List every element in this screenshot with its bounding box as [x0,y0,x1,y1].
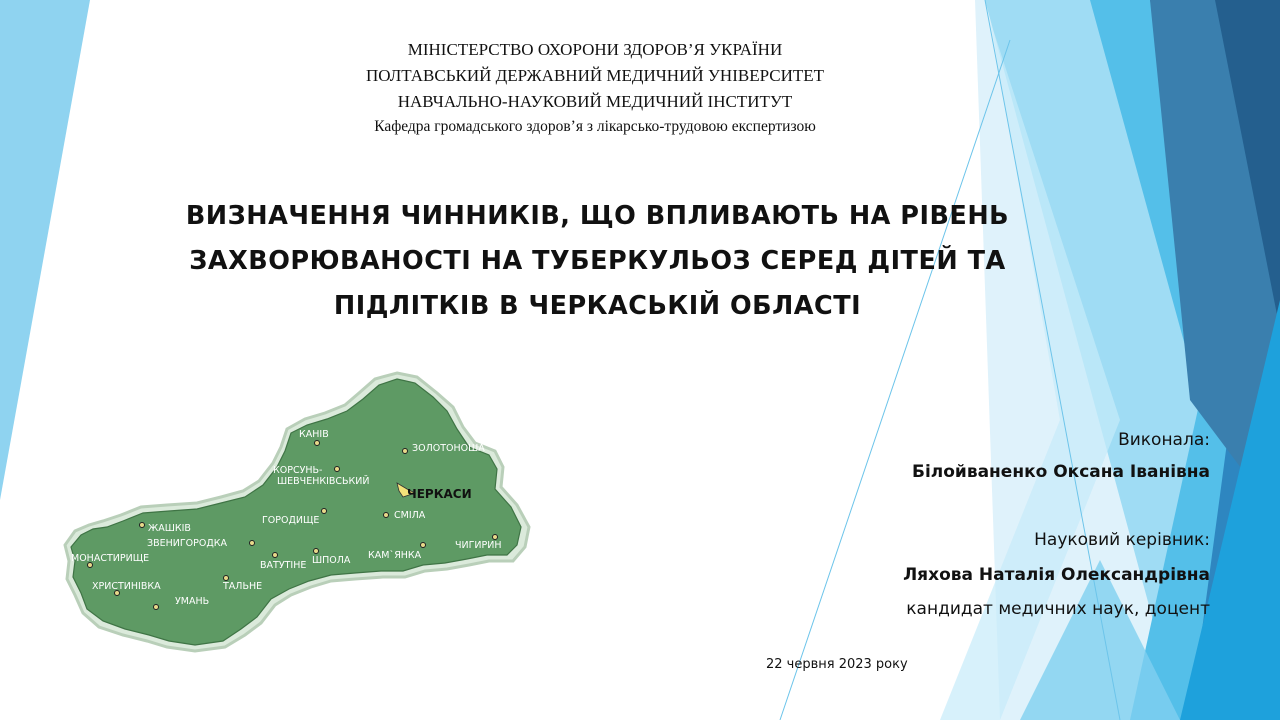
department-name: Кафедра громадського здоров’я з лікарсько-трудовою експертизою [374,118,816,135]
supervisor-label: Науковий керівник: [1034,530,1210,550]
city-label-zhashkiv: ЖАШКІВ [148,523,191,534]
vatutine-marker [273,553,278,558]
supervisor-name: Ляхова Наталія Олександрівна [903,565,1210,585]
city-label-horodyshche: ГОРОДИЩЕ [262,515,320,526]
city-label-monastyryshche: МОНАСТИРИЩЕ [71,553,150,564]
institute-name: НАВЧАЛЬНО-НАУКОВИЙ МЕДИЧНИЙ ІНСТИТУТ [397,92,793,111]
presentation-title [150,194,1045,329]
city-label-vatutine: ВАТУТІНЕ [260,560,307,571]
talne-marker [224,576,229,581]
city-label-talne: ТАЛЬНЕ [223,581,263,592]
kamianka-marker [421,543,426,548]
uman-marker [154,605,159,610]
university-name: ПОЛТАВСЬКИЙ ДЕРЖАВНИЙ МЕДИЧНИЙ УНІВЕРСИТЕТ [365,66,825,85]
zvenyhorodka-marker [250,541,255,546]
shpola-marker [314,549,319,554]
city-label-smila: СМІЛА [394,510,426,521]
supervisor-degree: кандидат медичних наук, доцент [906,599,1210,619]
kaniv-marker [315,441,320,446]
city-label-kaniv: КАНІВ [299,429,329,440]
horodyshche-marker [322,509,327,514]
chyhyryn-marker [493,535,498,540]
city-label-cherkasy: ЧЕРКАСИ [407,487,472,501]
city-label-zolotonosha: ЗОЛОТОНОША [412,443,485,454]
ministry-name: МІНІСТЕРСТВО ОХОРОНИ ЗДОРОВ’Я УКРАЇНИ [407,40,783,59]
city-label-kamianka: КАМ`ЯНКА [368,550,422,561]
zolotonosha-marker [403,449,408,454]
author-label: Виконала: [1118,430,1210,450]
city-label-shpola: ШПОЛА [312,555,351,566]
zhashkiv-marker [140,523,145,528]
presentation-date: 22 червня 2023 року [766,657,908,672]
city-label-khrystynivka: ХРИСТИНІВКА [92,581,161,592]
title-line-2: ЗАХВОРЮВАНОСТІ НА ТУБЕРКУЛЬОЗ СЕРЕД ДІТЕЙ ТА [189,246,1006,276]
title-line-3: ПІДЛІТКІВ В ЧЕРКАСЬКІЙ ОБЛАСТІ [333,291,862,321]
cherkasy-oblast-map [55,365,540,655]
city-label-zvenyhorodka: ЗВЕНИГОРОДКА [147,538,228,549]
city-label-korsun-2: ШЕВЧЕНКІВСЬКИЙ [277,476,370,487]
title-line-1: ВИЗНАЧЕННЯ ЧИННИКІВ, ЩО ВПЛИВАЮТЬ НА РІВЕНЬ [185,201,1010,231]
author-name: Білойваненко Оксана Іванівна [912,462,1210,482]
city-label-chyhyryn: ЧИГИРИН [455,540,502,551]
city-label-korsun-1: КОРСУНЬ- [273,465,323,476]
smila-marker [384,513,389,518]
city-label-uman: УМАНЬ [175,596,210,607]
korsun-marker [335,467,340,472]
